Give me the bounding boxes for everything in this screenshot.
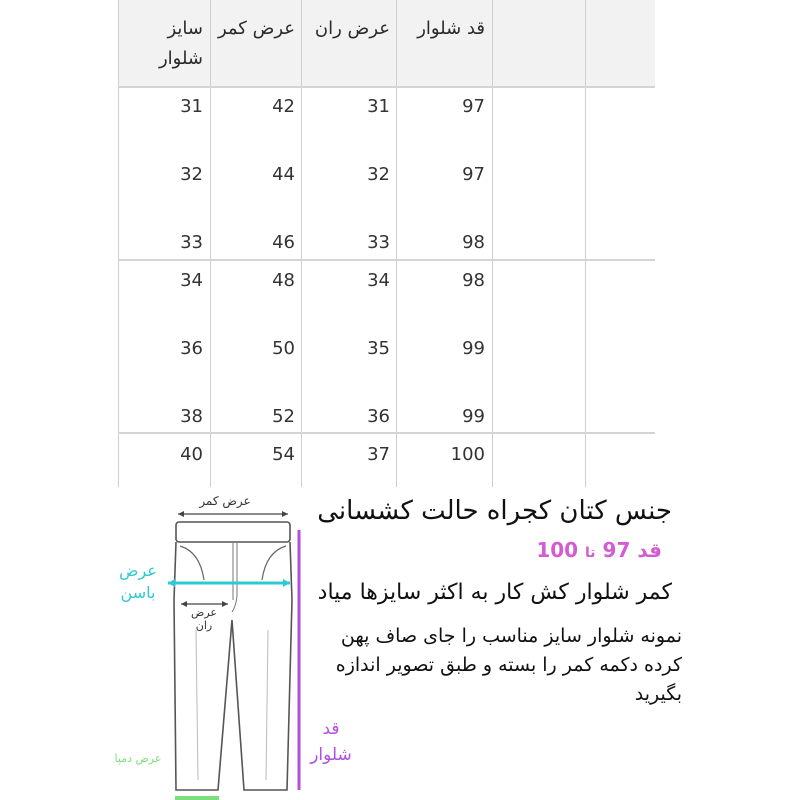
table-cell: 31 xyxy=(367,96,390,117)
header-thigh-width: عرض ران xyxy=(314,18,390,39)
table-cell: 38 xyxy=(180,406,203,427)
measure-instructions: نمونه شلوار سایز مناسب را جای صاف پهن کرده دکمه کمر را بسته و طبق تصویر اندازه بگیرید xyxy=(335,625,682,705)
table-cell: 34 xyxy=(367,270,390,291)
pants-length-label: قد شلوار xyxy=(310,719,352,765)
belt-note: کمر شلوار کش کار به اکثر سایزها میاد xyxy=(317,580,672,605)
table-cell: 99 xyxy=(462,338,485,359)
table-cell: 44 xyxy=(272,164,295,185)
thigh-width-label: عرض ران xyxy=(191,606,217,632)
table-cell: 32 xyxy=(180,164,203,185)
table-cell: 42 xyxy=(272,96,295,117)
table-cell: 46 xyxy=(272,232,295,253)
table-cell: 50 xyxy=(272,338,295,359)
table-cell: 36 xyxy=(367,406,390,427)
table-cell: 40 xyxy=(180,444,203,465)
table-cell: 37 xyxy=(367,444,390,465)
header-pants-size: سایز شلوار xyxy=(158,18,203,69)
table-cell: 33 xyxy=(180,232,203,253)
table-cell: 97 xyxy=(462,164,485,185)
header-waist-width: عرض کمر xyxy=(217,18,295,39)
waist-width-label: عرض کمر xyxy=(199,494,251,508)
table-cell: 97 xyxy=(462,96,485,117)
hem-width-label: عرض دمپا xyxy=(114,752,162,765)
header-pants-length: قد شلوار xyxy=(417,18,485,39)
length-range: قد 97 تا 100 xyxy=(536,538,662,562)
table-cell: 98 xyxy=(462,270,485,291)
table-cell: 52 xyxy=(272,406,295,427)
table-cell: 98 xyxy=(462,232,485,253)
table-cell: 99 xyxy=(462,406,485,427)
table-cell: 54 xyxy=(272,444,295,465)
table-cell: 100 xyxy=(450,444,485,465)
table-cell: 33 xyxy=(367,232,390,253)
fabric-title: جنس کتان کجراه حالت کشسانی xyxy=(317,496,672,526)
table-cell: 32 xyxy=(367,164,390,185)
table-cell: 31 xyxy=(180,96,203,117)
table-cell: 34 xyxy=(180,270,203,291)
table-cell: 35 xyxy=(367,338,390,359)
table-cell: 36 xyxy=(180,338,203,359)
table-cell: 48 xyxy=(272,270,295,291)
hip-width-label: عرض باسن xyxy=(119,561,157,602)
